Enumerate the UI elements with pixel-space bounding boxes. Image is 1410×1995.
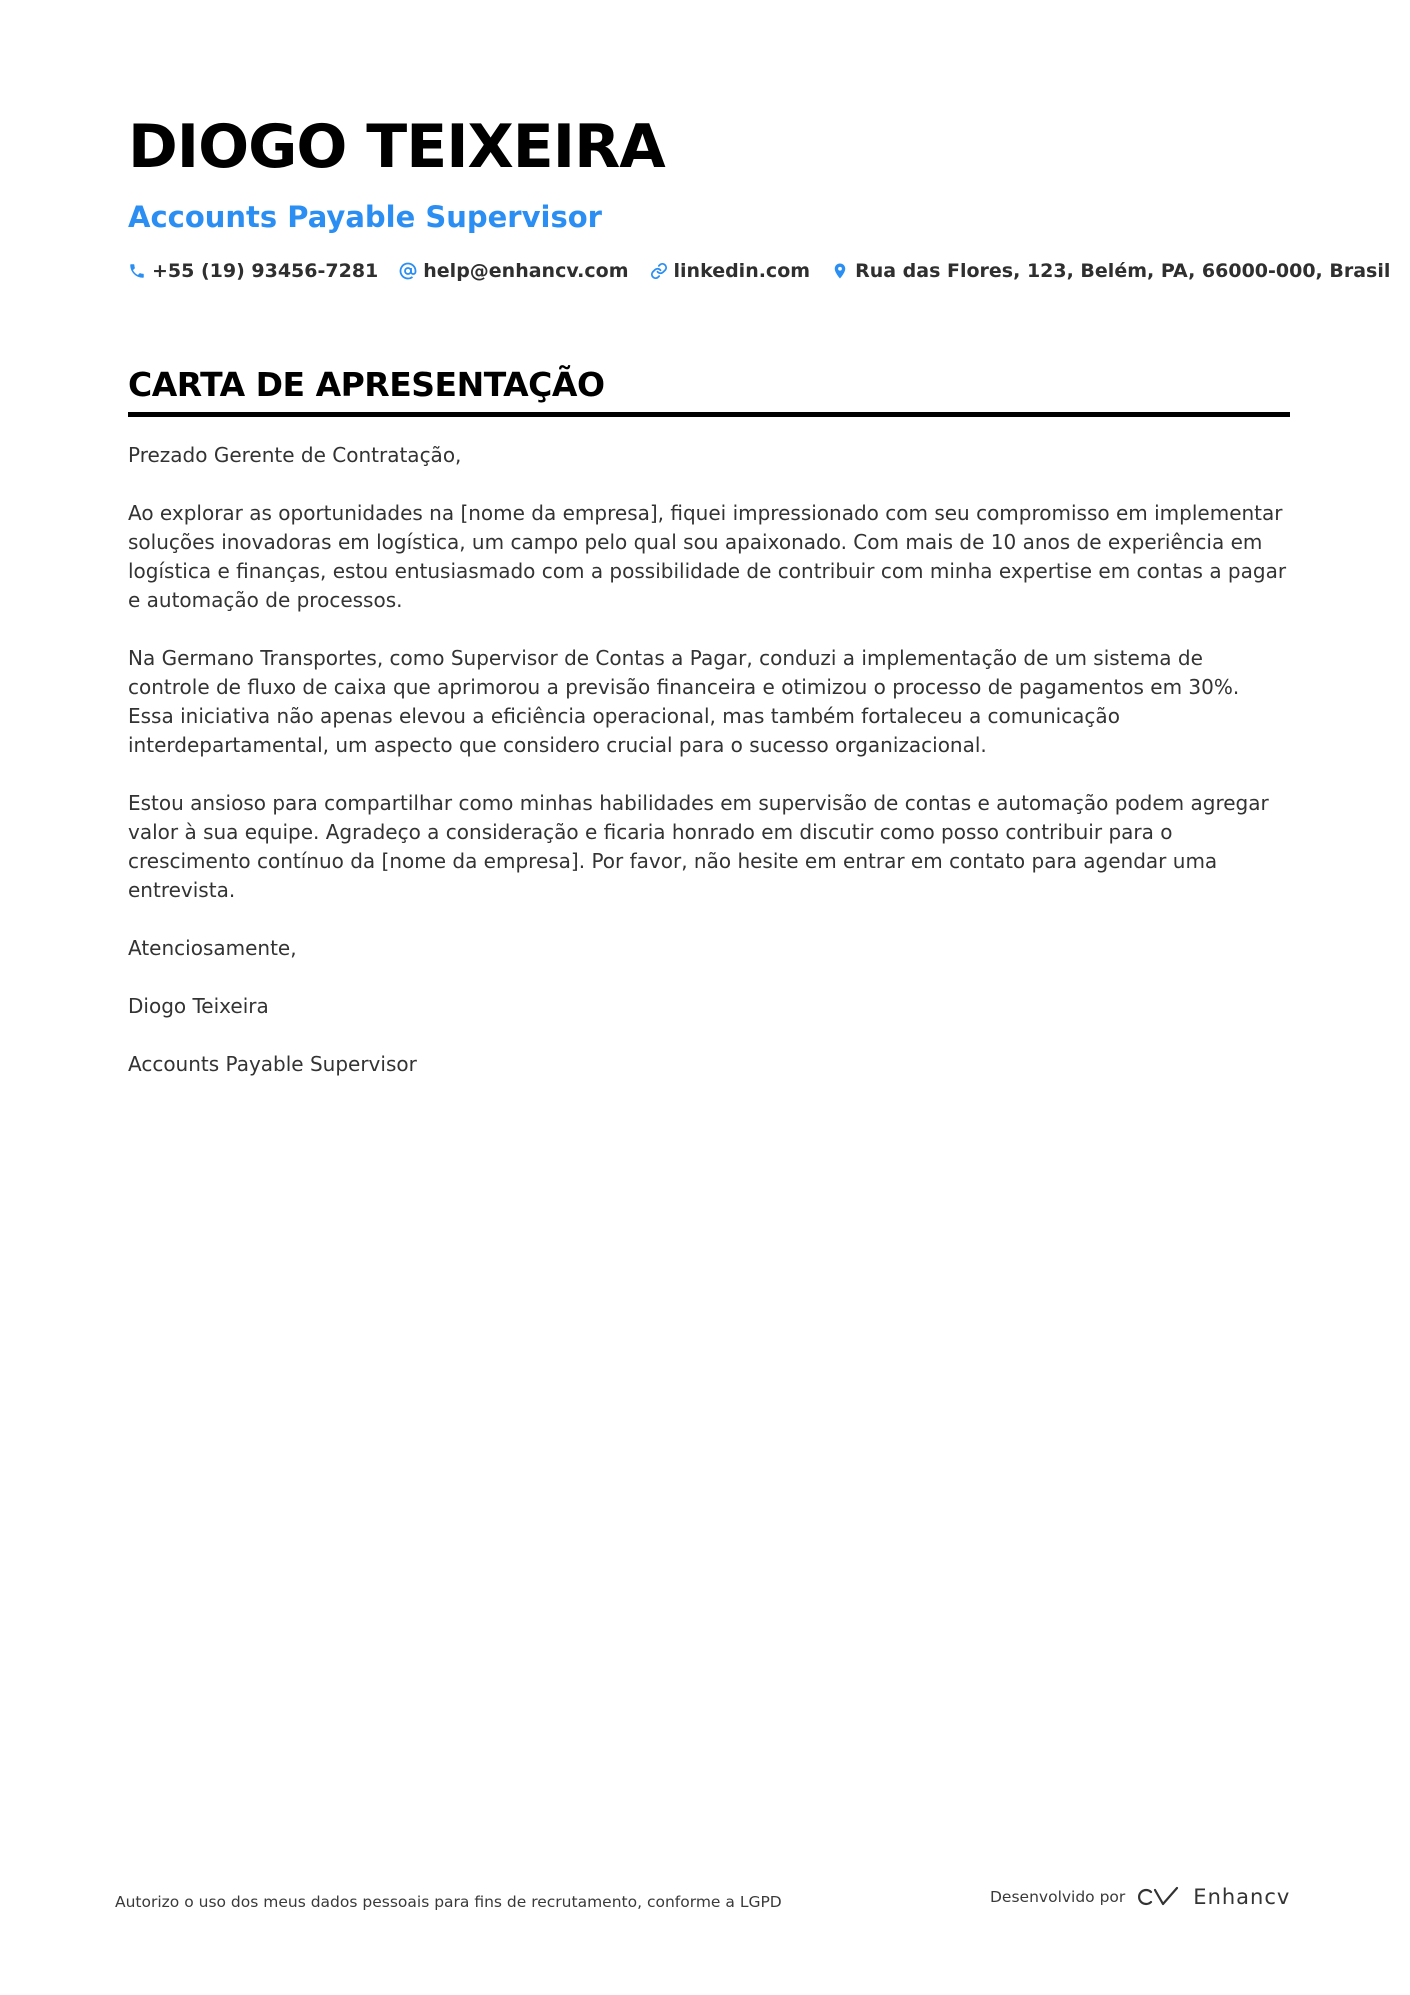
paragraph: Na Germano Transportes, como Supervisor de Contas a Pagar, conduzi a implementação de um sistema de controle de fluxo de caixa que aprimorou a previsão financeira e otimizou o processo de pagamentos em 30%. Essa iniciativa não apenas elevou a eficiência operacional, mas também fortaleceu a comunicação interdepartamental, um aspecto que considero crucial para o sucesso organizacional.: [128, 646, 1240, 757]
contact-address: [831, 260, 1390, 282]
location-pin-icon: [831, 262, 849, 280]
contact-linkedin[interactable]: [650, 260, 811, 282]
linkedin-text[interactable]: linkedin.com: [673, 260, 811, 282]
candidate-title: Accounts Payable Supervisor: [128, 200, 602, 234]
paragraph: Estou ansioso para compartilhar como minhas habilidades em supervisão de contas e automação podem agregar valor à sua equipe. Agradeço a consideração e ficaria honrado em discutir como posso contribuir para o crescimento contínuo da [nome da empresa]. Por favor, não hesite em entrar em contato para agendar uma entrevista.: [128, 791, 1269, 902]
phone-text: +55 (19) 93456-7281: [152, 260, 379, 282]
closing: Atenciosamente,: [128, 936, 297, 960]
powered-by-text: Desenvolvido por: [990, 1888, 1126, 1906]
candidate-name: DIOGO TEIXEIRA: [128, 112, 665, 182]
footer-consent: Autorizo o uso dos meus dados pessoais para fins de recrutamento, conforme a LGPD: [115, 1893, 782, 1911]
signature-title: Accounts Payable Supervisor: [128, 1052, 417, 1076]
signature-name: Diogo Teixeira: [128, 994, 269, 1018]
footer-brand[interactable]: [990, 1884, 1290, 1910]
contact-bar: [128, 260, 1391, 282]
contact-phone: [128, 260, 378, 282]
salutation: Prezado Gerente de Contratação,: [128, 443, 462, 467]
cover-letter-page: [128, 108, 1391, 1108]
section-divider: [128, 412, 1290, 417]
contact-email[interactable]: [399, 260, 628, 282]
address-text: Rua das Flores, 123, Belém, PA, 66000-000, Brasil: [855, 260, 1391, 282]
brand-name: Enhancv: [1193, 1885, 1291, 1909]
email-text[interactable]: help@enhancv.com: [423, 260, 629, 282]
paragraph: Ao explorar as oportunidades na [nome da empresa], fiquei impressionado com seu compromisso em implementar soluções inovadoras em logística, um campo pelo qual sou apaixonado. Com mais de 10 anos de experiência em logística e finanças, estou entusiasmado com a possibilidade de contribuir com minha expertise em contas a pagar e automação de processos.: [128, 501, 1287, 612]
enhancv-logo-icon: [1137, 1884, 1183, 1910]
letter-body: [128, 441, 1290, 1079]
phone-icon: [128, 262, 146, 280]
section-title: CARTA DE APRESENTAÇÃO: [128, 365, 605, 404]
link-icon: [650, 262, 668, 280]
at-icon: [399, 262, 417, 280]
